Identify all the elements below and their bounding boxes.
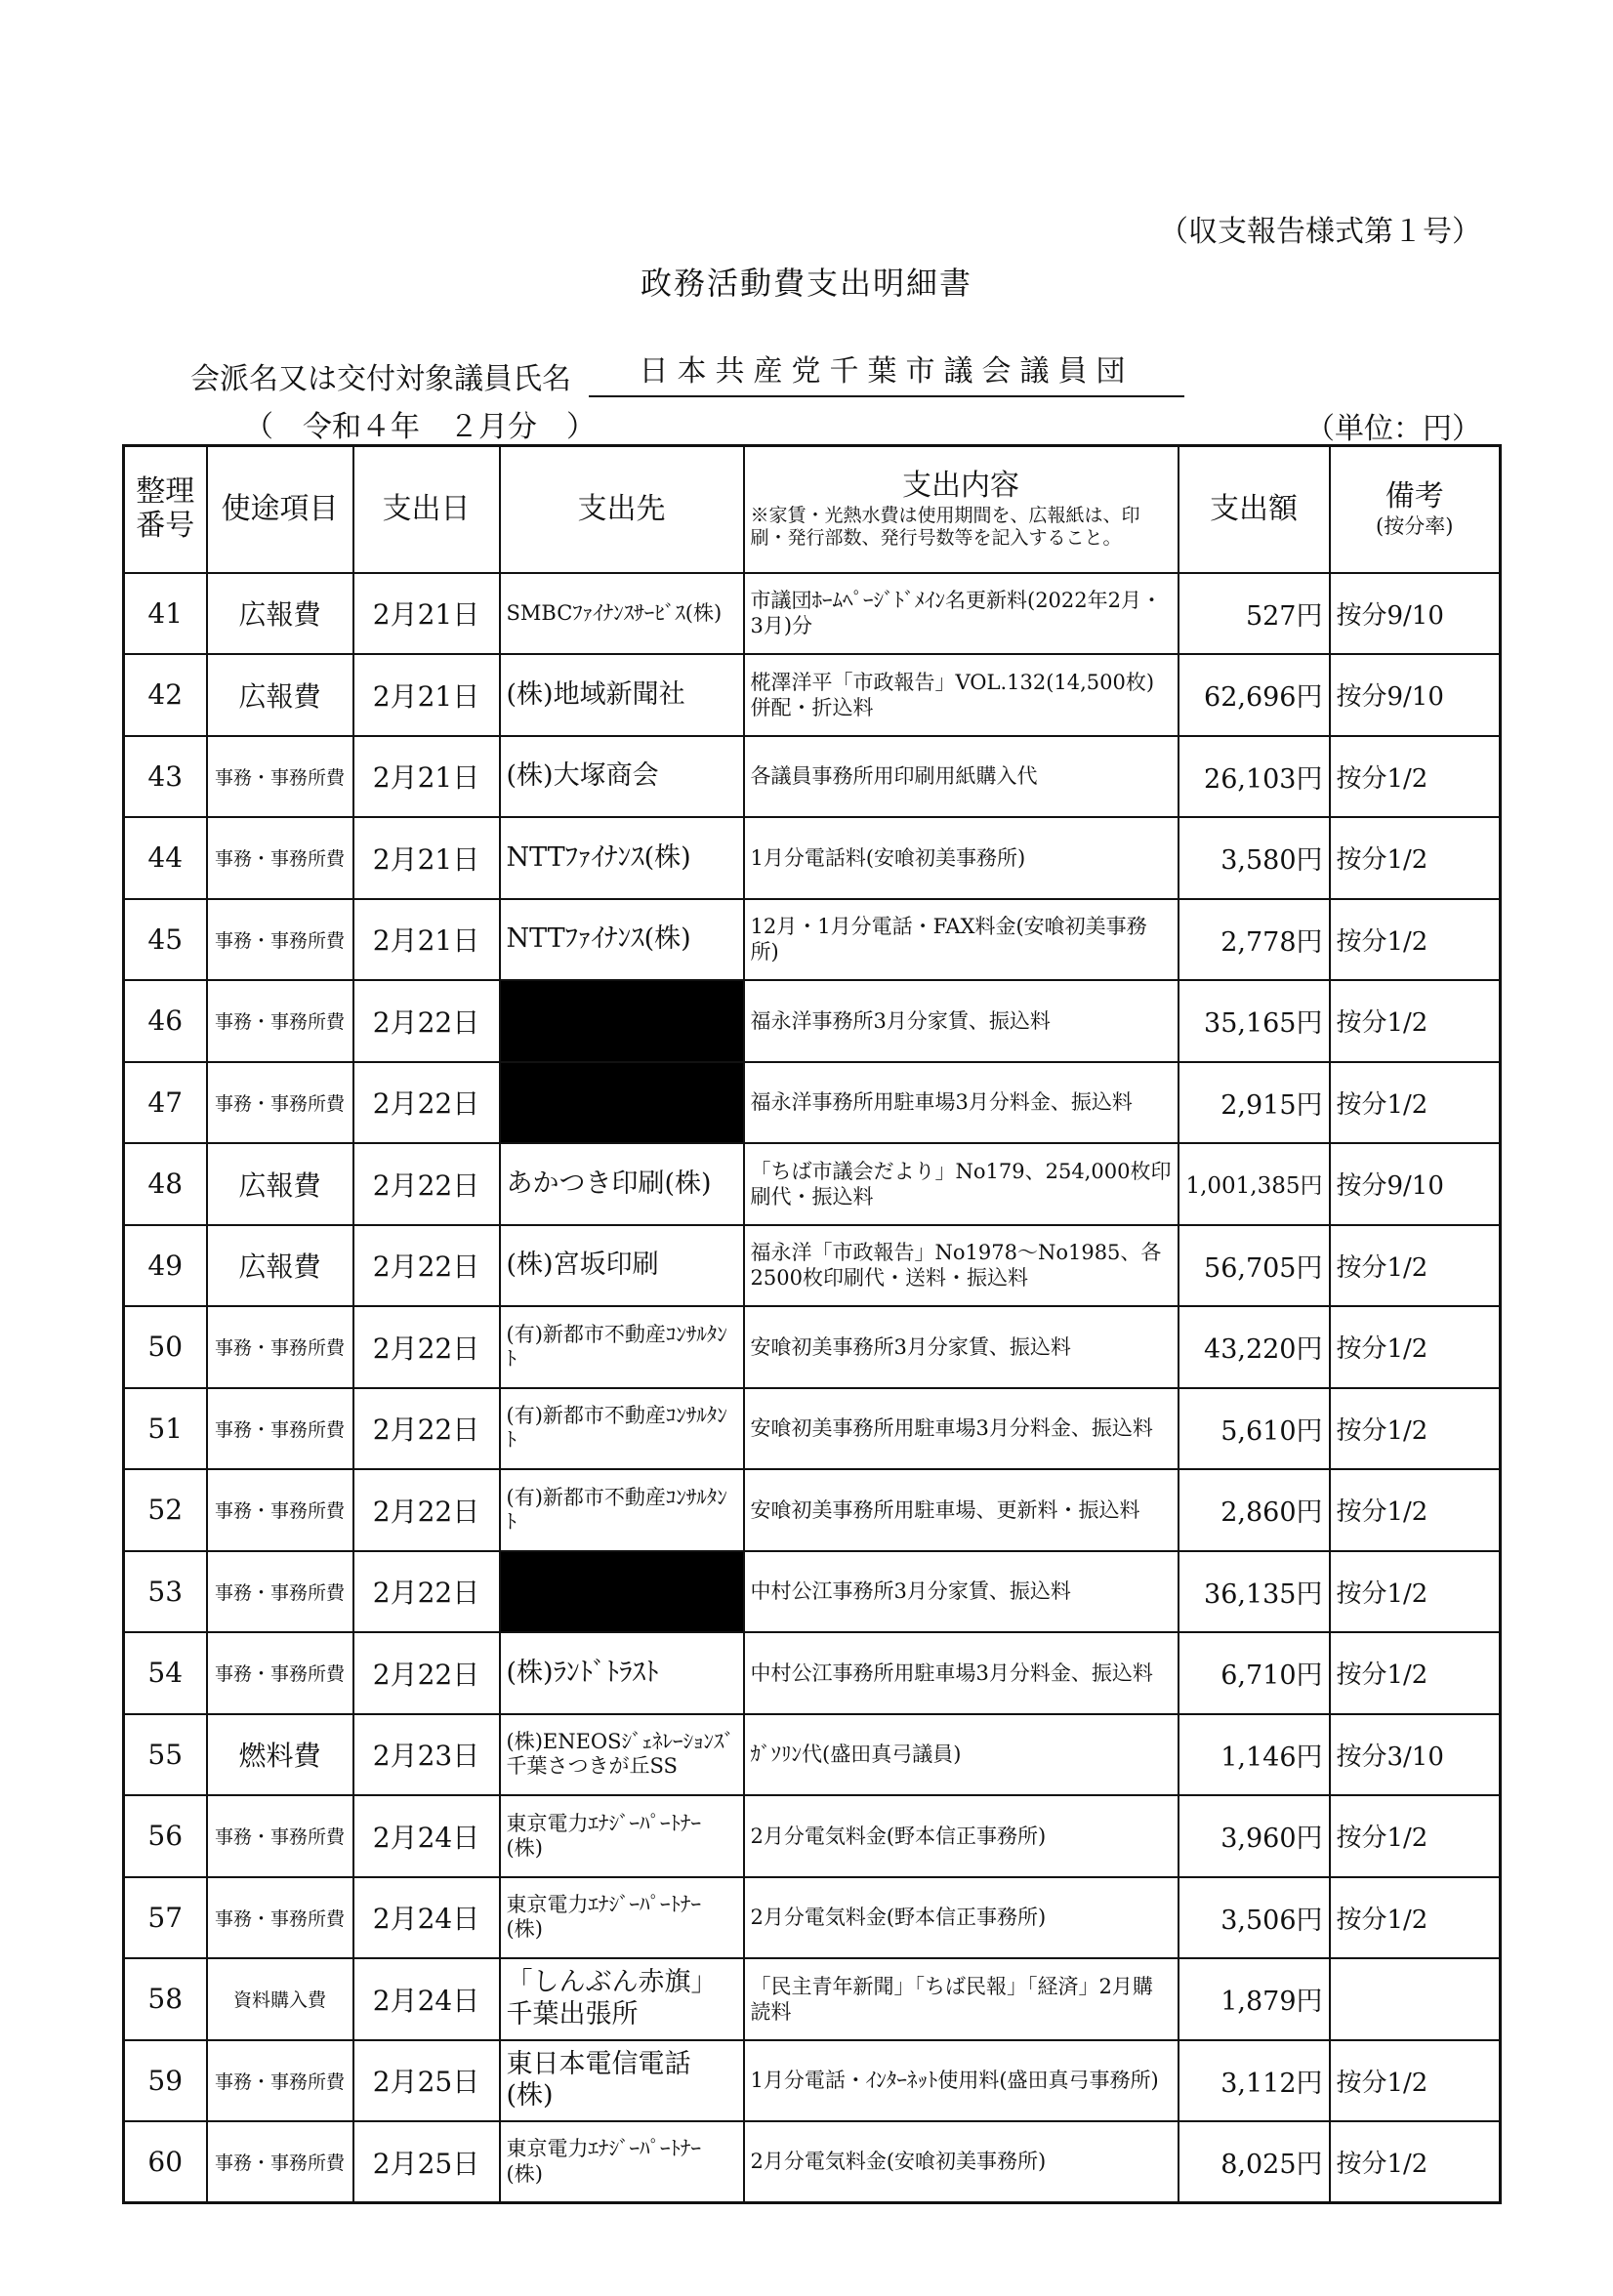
row-desc: 「ちば市議会だより」No179、254,000枚印刷代・振込料 — [744, 1143, 1179, 1225]
row-memo: 按分1/2 — [1330, 1062, 1501, 1144]
row-amount: 527円 — [1179, 573, 1330, 655]
row-category: 事務・事務所費 — [207, 2121, 353, 2203]
row-amount: 5,610円 — [1179, 1388, 1330, 1470]
table-row — [124, 1551, 1501, 1633]
row-payee: 東日本電信電話(株) — [500, 2040, 744, 2122]
table-row — [124, 1958, 1501, 2040]
row-category: 広報費 — [207, 573, 353, 655]
table-row — [124, 654, 1501, 736]
header-memo — [1330, 446, 1501, 573]
row-memo: 按分1/2 — [1330, 1225, 1501, 1307]
row-amount: 26,103円 — [1179, 736, 1330, 818]
row-no: 58 — [124, 1958, 207, 2040]
row-desc: 12月・1月分電話・FAX料金(安喰初美事務所) — [744, 899, 1179, 981]
row-memo: 按分1/2 — [1330, 1551, 1501, 1633]
row-payee: (株)宮坂印刷 — [500, 1225, 744, 1307]
table-row — [124, 899, 1501, 981]
row-no: 41 — [124, 573, 207, 655]
row-date: 2月22日 — [353, 1551, 500, 1633]
row-category: 事務・事務所費 — [207, 736, 353, 818]
row-amount: 3,506円 — [1179, 1877, 1330, 1959]
row-memo: 按分3/10 — [1330, 1714, 1501, 1796]
row-no: 54 — [124, 1632, 207, 1714]
expense-table — [122, 444, 1502, 2204]
row-date: 2月22日 — [353, 1143, 500, 1225]
row-payee: (有)新都市不動産ｺﾝｻﾙﾀﾝﾄ — [500, 1388, 744, 1470]
header-desc — [744, 446, 1179, 573]
row-amount: 2,860円 — [1179, 1469, 1330, 1551]
form-number: （収支報告様式第１号） — [1159, 215, 1481, 249]
row-desc: 1月分電話・ｲﾝﾀｰﾈｯﾄ使用料(盛田真弓事務所) — [744, 2040, 1179, 2122]
row-amount: 1,001,385円 — [1179, 1143, 1330, 1225]
row-memo: 按分1/2 — [1330, 980, 1501, 1062]
row-date: 2月22日 — [353, 1306, 500, 1388]
row-category: 事務・事務所費 — [207, 817, 353, 899]
row-payee: (有)新都市不動産ｺﾝｻﾙﾀﾝﾄ — [500, 1469, 744, 1551]
row-desc: 安喰初美事務所用駐車場、更新料・振込料 — [744, 1469, 1179, 1551]
row-date: 2月22日 — [353, 1388, 500, 1470]
header-date: 支出日 — [353, 446, 500, 573]
document-title: 政務活動費支出明細書 — [640, 265, 972, 302]
row-date: 2月22日 — [353, 1225, 500, 1307]
row-no: 59 — [124, 2040, 207, 2122]
row-no: 42 — [124, 654, 207, 736]
row-amount: 2,778円 — [1179, 899, 1330, 981]
row-amount: 1,879円 — [1179, 1958, 1330, 2040]
row-desc: 各議員事務所用印刷用紙購入代 — [744, 736, 1179, 818]
row-payee: NTTﾌｧｲﾅﾝｽ(株) — [500, 817, 744, 899]
row-date: 2月21日 — [353, 736, 500, 818]
row-desc: 中村公江事務所用駐車場3月分料金、振込料 — [744, 1632, 1179, 1714]
row-category: 事務・事務所費 — [207, 1062, 353, 1144]
row-payee: (株)地域新聞社 — [500, 654, 744, 736]
row-no: 45 — [124, 899, 207, 981]
row-no: 52 — [124, 1469, 207, 1551]
row-no: 48 — [124, 1143, 207, 1225]
row-no: 55 — [124, 1714, 207, 1796]
row-payee: (株)ﾗﾝﾄﾞﾄﾗｽﾄ — [500, 1632, 744, 1714]
row-category: 広報費 — [207, 1225, 353, 1307]
row-desc: 安喰初美事務所用駐車場3月分料金、振込料 — [744, 1388, 1179, 1470]
row-no: 46 — [124, 980, 207, 1062]
row-desc: 1月分電話料(安喰初美事務所) — [744, 817, 1179, 899]
row-payee: SMBCﾌｧｲﾅﾝｽｻｰﾋﾞｽ(株) — [500, 573, 744, 655]
table-row — [124, 1795, 1501, 1877]
table-row — [124, 736, 1501, 818]
row-date: 2月24日 — [353, 1877, 500, 1959]
header-memo-label: 備考 — [1385, 479, 1444, 514]
row-memo: 按分1/2 — [1330, 1632, 1501, 1714]
row-date: 2月22日 — [353, 1632, 500, 1714]
row-desc: 2月分電気料金(野本信正事務所) — [744, 1877, 1179, 1959]
table-row — [124, 1306, 1501, 1388]
row-desc: 福永洋事務所3月分家賃、振込料 — [744, 980, 1179, 1062]
table-row — [124, 1225, 1501, 1307]
row-no: 43 — [124, 736, 207, 818]
table-row — [124, 1714, 1501, 1796]
row-amount: 36,135円 — [1179, 1551, 1330, 1633]
row-category: 事務・事務所費 — [207, 1469, 353, 1551]
row-memo: 按分1/2 — [1330, 736, 1501, 818]
row-desc: 安喰初美事務所3月分家賃、振込料 — [744, 1306, 1179, 1388]
header-no: 整理番号 — [124, 446, 207, 573]
row-memo: 按分1/2 — [1330, 899, 1501, 981]
table-row — [124, 573, 1501, 655]
table-row — [124, 980, 1501, 1062]
header-desc-note: ※家賃・光熱水費は使用期間を、広報紙は、印刷・発行部数、発行号数等を記入すること。 — [750, 505, 1140, 549]
row-amount: 8,025円 — [1179, 2121, 1330, 2203]
row-category: 事務・事務所費 — [207, 2040, 353, 2122]
row-category: 事務・事務所費 — [207, 1306, 353, 1388]
header-category: 使途項目 — [207, 446, 353, 573]
row-memo: 按分1/2 — [1330, 1388, 1501, 1470]
row-amount: 3,580円 — [1179, 817, 1330, 899]
row-desc: ｶﾞｿﾘﾝ代(盛田真弓議員) — [744, 1714, 1179, 1796]
row-payee: あかつき印刷(株) — [500, 1143, 744, 1225]
row-category: 事務・事務所費 — [207, 1388, 353, 1470]
redacted-payee — [500, 980, 744, 1062]
row-memo: 按分9/10 — [1330, 1143, 1501, 1225]
row-desc: 中村公江事務所3月分家賃、振込料 — [744, 1551, 1179, 1633]
row-desc: 市議団ﾎｰﾑﾍﾟｰｼﾞﾄﾞﾒｲﾝ名更新料(2022年2月・3月)分 — [744, 573, 1179, 655]
table-header — [124, 446, 1501, 573]
row-payee: 「しんぶん赤旗」千葉出張所 — [500, 1958, 744, 2040]
table-row — [124, 1632, 1501, 1714]
row-date: 2月21日 — [353, 654, 500, 736]
row-amount: 1,146円 — [1179, 1714, 1330, 1796]
table-row — [124, 2040, 1501, 2122]
row-payee: NTTﾌｧｲﾅﾝｽ(株) — [500, 899, 744, 981]
row-category: 広報費 — [207, 654, 353, 736]
row-category: 事務・事務所費 — [207, 1551, 353, 1633]
header-desc-label: 支出内容 — [902, 468, 1019, 503]
row-category: 事務・事務所費 — [207, 1877, 353, 1959]
row-memo: 按分1/2 — [1330, 1306, 1501, 1388]
row-no: 51 — [124, 1388, 207, 1470]
row-payee: 東京電力ｴﾅｼﾞｰﾊﾟｰﾄﾅｰ(株) — [500, 1795, 744, 1877]
period: （ 令和４年 ２月分 ） — [244, 410, 596, 444]
row-payee: (株)大塚商会 — [500, 736, 744, 818]
row-memo: 按分1/2 — [1330, 1877, 1501, 1959]
org-label: 会派名又は交付対象議員氏名 — [190, 362, 571, 396]
row-category: 資料購入費 — [207, 1958, 353, 2040]
row-category: 事務・事務所費 — [207, 1795, 353, 1877]
table-row — [124, 1143, 1501, 1225]
row-no: 50 — [124, 1306, 207, 1388]
row-date: 2月24日 — [353, 1958, 500, 2040]
row-desc: 福永洋「市政報告」No1978～No1985、各2500枚印刷代・送料・振込料 — [744, 1225, 1179, 1307]
row-desc: 2月分電気料金(安喰初美事務所) — [744, 2121, 1179, 2203]
row-memo: 按分1/2 — [1330, 817, 1501, 899]
row-no: 60 — [124, 2121, 207, 2203]
row-no: 56 — [124, 1795, 207, 1877]
row-date: 2月25日 — [353, 2040, 500, 2122]
table-row — [124, 1062, 1501, 1144]
row-date: 2月21日 — [353, 573, 500, 655]
row-amount: 62,696円 — [1179, 654, 1330, 736]
row-date: 2月22日 — [353, 1469, 500, 1551]
row-date: 2月22日 — [353, 1062, 500, 1144]
row-category: 燃料費 — [207, 1714, 353, 1796]
table-row — [124, 1469, 1501, 1551]
row-no: 47 — [124, 1062, 207, 1144]
row-category: 広報費 — [207, 1143, 353, 1225]
row-memo: 按分1/2 — [1330, 1469, 1501, 1551]
table-row — [124, 1877, 1501, 1959]
redacted-payee — [500, 1062, 744, 1144]
row-desc: 福永洋事務所用駐車場3月分料金、振込料 — [744, 1062, 1179, 1144]
row-amount: 6,710円 — [1179, 1632, 1330, 1714]
header-amount: 支出額 — [1179, 446, 1330, 573]
row-date: 2月25日 — [353, 2121, 500, 2203]
row-payee: (株)ENEOSｼﾞｪﾈﾚｰｼｮﾝｽﾞ千葉さつきが丘SS — [500, 1714, 744, 1796]
row-desc: 2月分電気料金(野本信正事務所) — [744, 1795, 1179, 1877]
row-category: 事務・事務所費 — [207, 980, 353, 1062]
table-row — [124, 1388, 1501, 1470]
row-payee: 東京電力ｴﾅｼﾞｰﾊﾟｰﾄﾅｰ(株) — [500, 1877, 744, 1959]
row-amount: 56,705円 — [1179, 1225, 1330, 1307]
row-desc: 椛澤洋平「市政報告」VOL.132(14,500枚)併配・折込料 — [744, 654, 1179, 736]
row-no: 53 — [124, 1551, 207, 1633]
row-memo: 按分9/10 — [1330, 573, 1501, 655]
row-desc: 「民主青年新聞」「ちば民報」「経済」2月購読料 — [744, 1958, 1179, 2040]
row-memo: 按分1/2 — [1330, 2040, 1501, 2122]
row-amount: 2,915円 — [1179, 1062, 1330, 1144]
header-memo-sub: (按分率) — [1376, 513, 1454, 538]
row-payee: 東京電力ｴﾅｼﾞｰﾊﾟｰﾄﾅｰ(株) — [500, 2121, 744, 2203]
row-memo: 按分1/2 — [1330, 2121, 1501, 2203]
row-amount: 3,960円 — [1179, 1795, 1330, 1877]
row-no: 44 — [124, 817, 207, 899]
row-memo — [1330, 1958, 1501, 2040]
row-no: 57 — [124, 1877, 207, 1959]
row-amount: 43,220円 — [1179, 1306, 1330, 1388]
table-row — [124, 2121, 1501, 2203]
row-category: 事務・事務所費 — [207, 899, 353, 981]
org-name: 日本共産党千葉市議会議員団 — [589, 347, 1184, 397]
row-category: 事務・事務所費 — [207, 1632, 353, 1714]
row-memo: 按分1/2 — [1330, 1795, 1501, 1877]
row-date: 2月21日 — [353, 899, 500, 981]
unit-label: （単位：円） — [1305, 412, 1481, 446]
row-date: 2月22日 — [353, 980, 500, 1062]
row-memo: 按分9/10 — [1330, 654, 1501, 736]
org-row — [190, 347, 1184, 397]
header-payee: 支出先 — [500, 446, 744, 573]
row-date: 2月23日 — [353, 1714, 500, 1796]
row-date: 2月21日 — [353, 817, 500, 899]
row-date: 2月24日 — [353, 1795, 500, 1877]
row-payee: (有)新都市不動産ｺﾝｻﾙﾀﾝﾄ — [500, 1306, 744, 1388]
redacted-payee — [500, 1551, 744, 1633]
row-amount: 35,165円 — [1179, 980, 1330, 1062]
row-amount: 3,112円 — [1179, 2040, 1330, 2122]
row-no: 49 — [124, 1225, 207, 1307]
table-row — [124, 817, 1501, 899]
